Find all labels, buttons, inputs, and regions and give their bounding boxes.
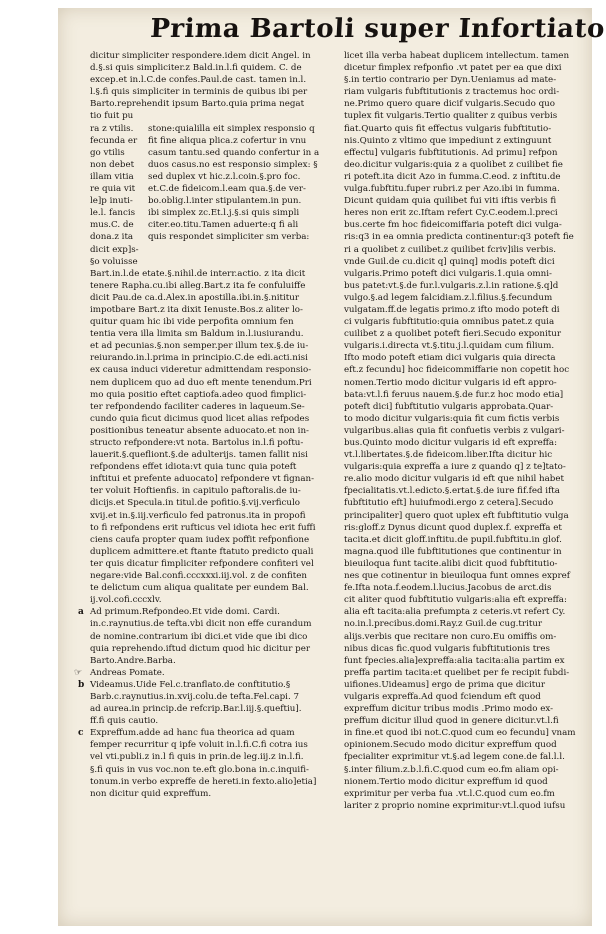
gloss-line: le]p inuti-	[90, 196, 133, 207]
text-line: refpondens effet idiota:vt quia tunc quia poteft	[90, 462, 297, 473]
text-line: vulgaris:quia expreffa a iure z quando q] z te]tato-	[344, 462, 566, 473]
text-line: stone:quialilla eit simplex responsio q	[148, 123, 315, 134]
annotation-c	[78, 727, 335, 800]
text-line: eft.z fecundu] hoc fideicommiffarie non copetit hoc	[344, 365, 570, 376]
text-line: excep.et in.l.C.de confes.Paul.de cast. tamen in.l.	[90, 75, 307, 86]
text-line: lauerit.§.quefliont.§.de adulterijs. tamen fallit nisi	[90, 450, 308, 461]
text-line: cit aliter quod fubftitutio vulgaris:alia eft expreffa:	[344, 595, 567, 606]
text-line: impotbare Bart.z ita dixit Ienuste.Bos.z aliter lo-	[90, 304, 303, 315]
annotation-b-marker: b	[78, 679, 85, 690]
annotation-line: Barb.c.raynutius.in.xvij.colu.de tefta.Fel.capi. 7	[90, 691, 299, 702]
text-line: Dicunt quidam quia quilibet fui viti iftis verbis fi	[344, 196, 557, 207]
text-line: Ifto modo poteft etiam dici vulgaris quia directa	[344, 353, 556, 364]
text-line: duplicem admittere.et ftante ftatuto predicto quali	[90, 546, 314, 557]
text-line: dicetur fimplex refponfio .vt patet per ea que dixi	[344, 63, 562, 74]
text-line: ris:q3 in ea omnia predicta continentur:q3 poteft fie	[344, 232, 574, 243]
text-line: tentia vera illa limita sm Baldum in.l.iusiurandu.	[90, 329, 304, 340]
text-line: riam vulgaris fubftitutionis z tractemus hoc ordi-	[344, 87, 560, 98]
gloss-line: mus.C. de	[90, 220, 134, 231]
text-line: tenere Rapha.cu.ibi alleg.Bart.z ita fe confuluiffe	[90, 280, 306, 291]
text-line: Barto.reprehendit ipsum Barto.quia prima negat	[90, 99, 305, 110]
text-line: ex causa induci videretur admittendam responsio-	[90, 365, 312, 376]
left-top-lines	[90, 50, 335, 123]
text-line: nibus dicas fic.quod vulgaris fubftitutionis tres	[344, 643, 550, 654]
gloss-line: fecunda er	[90, 135, 138, 146]
text-line: sed duplex vt hic.z.l.coin.§.pro foc.	[148, 171, 301, 182]
gloss-line: §o voluisse	[90, 256, 138, 267]
annotation-line: vel vti.publi.z in.l fi quis in prin.de leg.iij.z in.l.fi.	[90, 752, 304, 763]
text-line: bo.oblig.l.inter stipulantem.in pun.	[148, 196, 302, 207]
annotation-line: Expreffum.adde ad hanc fua theorica ad quam	[90, 728, 295, 739]
text-line: bata:vt.l.fi feruus nauem.§.de fur.z hoc modo etia]	[344, 389, 564, 400]
annotation-line: non dicitur quid expreffum.	[90, 788, 212, 799]
text-line: bieuiloqua funt tacite.alibi dicit quod fubftitutio-	[344, 558, 558, 569]
left-text-column	[74, 50, 335, 860]
annotation-line: §.fi quis in vus voc.non te.eft glo.bona in.c.inquifi-	[90, 764, 309, 775]
text-line: tuplex fit vulgaris.Tertio qualiter z quibus verbis	[344, 111, 558, 122]
text-line: Bart.in.l.de etate.§.nihil.de interr.actio. z ita dicit	[90, 268, 306, 279]
text-line: vulgo.§.ad legem falcidiam.z.l.filius.§.fecundum	[344, 292, 553, 303]
text-line: fiat.Quarto quis fit effectus vulgaris fubftitutio-	[344, 123, 552, 134]
text-line: inftitui et prefente aduocato] refpondere vt fignan-	[90, 474, 315, 485]
text-line: vnde Guil.de cu.dicit q] quinq] modis poteft dici	[344, 256, 555, 267]
gloss-line: illam vitia	[90, 171, 134, 182]
text-line: funt fpecies.alia]expreffa:alia tacita:alia partim ex	[344, 655, 565, 666]
gloss-line: dicit exp]s-	[90, 244, 139, 255]
annotation-line: tonum.in verbo expreffe de hereti.in fexto.alio]etia]	[90, 776, 317, 787]
text-line: nes que cotinentur in bieuiloqua funt omnes expref	[344, 571, 571, 582]
text-line: bus.certe fm hoc fideicomiffaria poteft dici vulga-	[344, 220, 562, 231]
text-line: reiurando.in.l.prima in principio.C.de edi.acti.nisi	[90, 353, 308, 364]
text-line: fe.Ifta nota.f.eodem.l.lucius.Jacobus de arct.dis	[344, 583, 552, 594]
gloss-line: non debet	[90, 159, 135, 170]
text-line: exprimitur per verba fua .vt.l.C.quod cum eo.fm	[344, 788, 555, 799]
text-line: te delictum cum aliqua qualitate per eundem Bal.	[90, 583, 309, 594]
text-line: vt.l.libertates.§.de fideicom.liber.Ifta dicitur hic	[344, 450, 553, 461]
text-line: xvij.et in.§.iij.verficulo fed patronus.ita in propofi	[90, 510, 306, 521]
text-line: principaliter] quero quot uplex eft fubftitutio vulga	[344, 510, 569, 521]
text-line: preffa partim tacita:et quelibet per fe recipit fubdi-	[344, 667, 570, 678]
text-line: et.C.de fideicom.l.eam qua.§.de ver-	[148, 184, 306, 195]
text-line: to modo dicitur vulgaris:quia fit cum fictis verbis	[344, 413, 560, 424]
text-line: et ad pecunias.§.non semper.per illum tex.§.de iu-	[90, 341, 309, 352]
text-line: duos casus.no est responsio simplex: §	[148, 159, 318, 170]
text-line: negare:vide Bal.confi.cccxxxi.iij.vol. z de confiten	[90, 571, 308, 582]
text-line: bus.Quinto modo dicitur vulgaris id eft expreffa:	[344, 438, 558, 448]
annotation-line: ff.fi quis cautio.	[90, 716, 159, 727]
text-line: ter quis dicatur fimpliciter refpondere confiteri vel	[90, 558, 314, 569]
annotation-line: Ad primum.Refpondeo.Et vide domi. Cardi.	[90, 607, 280, 618]
text-line: to fi refpondens erit rufticus vel idiota hec erit fuffi	[90, 522, 316, 533]
left-main-body	[90, 268, 335, 607]
text-line: ibi simplex zc.Et.l.j.§.si quis simpli	[148, 208, 300, 219]
text-line: lariter z proprio nomine exprimitur:vt.l.quod iufsu	[344, 800, 566, 811]
gloss-line: re quia vit	[90, 184, 136, 195]
text-line: ri poteft.ita dicit Azo in fumma.C.eod. z inftitu.de	[344, 171, 561, 182]
text-line: effectu] vulgaris fubftitutionis. Ad primu] refpon	[344, 147, 558, 158]
text-line: dicijs.et Specula.in titul.de pofitio.§.vij.verficulo	[90, 498, 301, 509]
annotation-line: de nomine.contrarium ibi dici.et vide que ibi dico	[90, 631, 308, 642]
text-line: alijs.verbis que recitare non curo.Eu omiffis om-	[344, 631, 557, 642]
annotation-line: Barto.Andre.Barba.	[90, 655, 176, 666]
text-line: preffum dicitur illud quod in genere dicitur.vt.l.fi	[344, 716, 559, 727]
text-line: ne.Primo quero quare dicif vulgaris.Secudo quo	[344, 99, 555, 110]
left-side-text	[148, 123, 335, 268]
text-line: in fine.et quod ibi not.C.quod cum eo fecundu] vnam	[344, 728, 576, 739]
text-line: licet illa verba habeat duplicem intellectum. tamen	[344, 51, 570, 61]
marginal-gloss	[90, 123, 142, 268]
text-line: nem duplicem quo ad duo eft mente tenendum.Pri	[90, 377, 312, 388]
text-line: vulgaris.i.directa vt.§.titu.j.l.quidam cum filium.	[344, 341, 555, 352]
text-line: re.alio modo dicitur vulgaris id eft que nihil habet	[344, 474, 564, 485]
text-line: no.in.l.precibus.domi.Ray.z Guil.de cug.tritur	[344, 619, 543, 630]
text-line: structo refpondere:vt nota. Bartolus in.l.fi poftu-	[90, 438, 304, 448]
text-line: vulgatam.ff.de legatis primo.z ifto modo poteft di	[344, 304, 560, 315]
text-line: dicitur simpliciter respondere.idem dicit Angel. in	[90, 51, 311, 61]
annotation-a-marker: a	[78, 607, 84, 618]
text-line: tacita.et dicit gloff.inftitu.de pupil.fubftitu.in glof.	[344, 534, 562, 545]
text-line: vulgaris expreffa.Ad quod fciendum eft quod	[344, 691, 541, 702]
text-line: quitur quam hic ibi vide perpofita omnium fen	[90, 317, 294, 328]
page-header-title: Prima Bartoli super Infortiato	[149, 14, 606, 44]
right-text-column	[344, 50, 590, 860]
text-line: nionem.Tertio modo dicitur expreffum id quod	[344, 776, 548, 787]
text-line: cuilibet z a quolibet poteft fieri.Secudo exponitur	[344, 329, 562, 340]
text-line: ciens caufa propter quam iudex poffit refponfione	[90, 534, 310, 545]
text-line: heres non erit zc.Iftam refert Cy.C.eodem.l.preci	[344, 208, 558, 219]
signature-line: Andreas Pomate.	[90, 667, 165, 678]
annotation-line: Videamus.Uide Fel.c.tranflato.de conftitutio.§	[90, 679, 291, 690]
text-line: citer.eo.titu.Tamen aduerte:q fi ali	[148, 220, 299, 231]
annotation-line: quia reprehendo.iftud dictum quod hic dicitur per	[90, 643, 310, 654]
text-line: ci vulgaris fubftitutio:quia omnibus patet.z quia	[344, 317, 555, 328]
text-line: alia eft tacita:alia prefumpta z ceteris.vt refert Cy.	[344, 607, 566, 618]
annotation-line: ad aurea.in princip.de refcrip.Bar.l.iij.§.queftiu].	[90, 704, 302, 715]
pointing-hand-icon: ☞	[74, 667, 83, 678]
text-line: casum tantu.sed quando confertur in a	[148, 147, 320, 158]
text-line: nis.Quinto z vltimo que impediunt z extinguunt	[344, 135, 552, 146]
text-line: poteft dici] fubftitutio vulgaris approbata.Quar-	[344, 401, 554, 412]
gloss-line: dona.z ita	[90, 232, 134, 243]
text-line: vulgaribus.alias quia fit confuetis verbis z vulgari-	[344, 425, 565, 436]
text-line: ij.vol.cofi.cccxlv.	[90, 595, 162, 606]
text-line: tio fuit pu	[90, 111, 134, 122]
text-line: fpecialiter exprimitur vt.§.ad legem cone.de fal.l.l.	[344, 752, 565, 763]
signature-block	[74, 667, 335, 679]
text-line: vulga.fubftitu.fuper rubri.z per Azo.ibi in fumma.	[344, 184, 560, 195]
text-line: ter voluit Hoftienfis. in capitulo paftoralis.de iu-	[90, 486, 301, 497]
text-line: fit fine aliqua plica.z cofertur in vnu	[148, 135, 307, 146]
text-line: mo quia positio eftet captiofa.adeo quod fimplici-	[90, 389, 307, 400]
text-line: vulgaris.Primo poteft dici vulgaris.1.quia omni-	[344, 268, 552, 279]
text-line: expreffum dicitur tribus modis .Primo modo ex-	[344, 704, 554, 715]
text-line: §.inter filium.z.b.l.fi.C.quod cum eo.fm aliam opi-	[344, 764, 559, 775]
text-line: fpecialitatis.vt.l.edicto.§.ertat.§.de iure fif.fed ifta	[344, 486, 560, 497]
annotation-a	[78, 606, 335, 666]
left-split-block	[90, 123, 335, 268]
text-line: cundo quia ficut dicimus quod licet alias refpodes	[90, 413, 310, 424]
text-line: l.§.fi quis simpliciter in terminis de quibus ibi per	[90, 87, 308, 98]
text-line: ri a quolibet z cuilibet.z quilibet fcriv]ilis verbis.	[344, 244, 557, 255]
gloss-line: le.l. fancis	[90, 208, 136, 219]
annotation-c-marker: c	[78, 728, 84, 739]
text-line: magna.quod ille fubftitutiones que continentur in	[344, 546, 562, 557]
gloss-line: ra z vtilis.	[90, 123, 134, 134]
text-line: nomen.Tertio modo dicitur vulgaris id eft appro-	[344, 377, 557, 388]
text-line: opinionem.Secudo modo dicitur expreffum quod	[344, 740, 557, 751]
text-line: positionibus teneatur absente aduocato.et non in-	[90, 425, 309, 436]
gloss-line: go vtilis	[90, 147, 125, 158]
text-line: d.§.si quis simpliciter.z Bald.in.l.fi quidem. C. de	[90, 63, 302, 74]
annotation-line: femper recurritur q ipfe voluit in.l.fi.C.fi cotra ius	[90, 740, 308, 751]
text-line: §.in tertio contrario per Dyn.Ueniamus ad mate-	[344, 75, 557, 86]
text-line: ris:gloff.z Dynus dicunt quod duplex.f. expreffa et	[344, 522, 562, 533]
text-line: quis respondet simpliciter sm verba:	[148, 232, 310, 243]
annotation-line: in.c.raynutius.de tefta.vbi dicit non effe curandum	[90, 619, 312, 630]
text-line: bus patet:vt.§.de fur.l.vulgaris.z.l.in ratione.§.q]d	[344, 280, 559, 291]
text-line: deo.dicitur vulgaris:quia z a quolibet z cuilibet fie	[344, 159, 563, 170]
text-line: ter refpondendo faciliter caderes in laqueum.Se-	[90, 401, 305, 412]
text-line: fubftitutio eft] huiufmodi.ergo z cetera].Secudo	[344, 498, 554, 509]
text-line: uifiones.Uideamus] ergo de prima que dicitur	[344, 679, 546, 690]
text-line: dicit Pau.de ca.d.Alex.in apostilla.ibi.in.§.nititur	[90, 292, 300, 303]
annotation-b	[78, 679, 335, 727]
